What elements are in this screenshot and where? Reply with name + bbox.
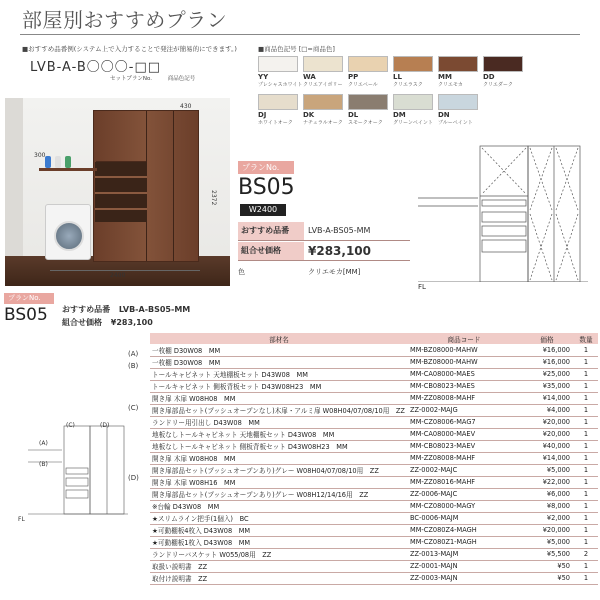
section-elevation <box>28 420 128 516</box>
cabinet-niche <box>95 162 147 222</box>
color-swatch <box>393 56 433 88</box>
swatch-code: DK <box>303 111 315 119</box>
cell-name: トールキャビネット 天地棚板セット D43W08 MM <box>150 368 408 380</box>
cell-price: ¥16,000 <box>520 356 574 368</box>
cell-name: 一枚棚 D30W08 MM <box>150 356 408 368</box>
swatch-name: クリエペール <box>348 82 378 88</box>
parts-table-header <box>150 333 598 344</box>
cell-price: ¥50 <box>520 560 574 572</box>
title-divider <box>20 34 580 35</box>
color-swatch <box>393 94 433 126</box>
cell-qty: 1 <box>574 524 598 536</box>
diagram-label-b: (B) <box>39 461 48 468</box>
swatch-name: クリエラスク <box>393 82 423 88</box>
swatch-chip <box>348 56 388 72</box>
section-item-label: おすすめ品番 <box>62 305 111 314</box>
cell-qty: 1 <box>574 488 598 500</box>
cell-name: トールキャビネット 側板背板セット D43W08H23 MM <box>150 380 408 392</box>
cell-name: 取扱い説明書 ZZ <box>150 560 408 572</box>
section-item-value: LVB-A-BS05-MM <box>118 305 191 314</box>
swatch-name: プレシャスホワイト <box>258 82 303 88</box>
swatch-name: クリエダーク <box>483 82 513 88</box>
parts-table <box>150 333 598 585</box>
cell-code: MM-CZ08000-MAGY <box>408 500 520 512</box>
cell-code: ZZ-0002-MAJG <box>408 404 520 416</box>
set-plan-label: セットプランNo. <box>110 76 152 82</box>
swatch-chip <box>303 94 343 110</box>
table-row <box>150 536 598 548</box>
color-swatch <box>483 56 523 88</box>
cell-qty: 1 <box>574 560 598 572</box>
diagram-label-a: (A) <box>39 440 48 447</box>
header-qty: 数量 <box>574 333 598 344</box>
page-title: 部屋別おすすめプラン <box>22 8 228 32</box>
dim-line-width <box>50 270 200 271</box>
swatch-name: スモークオーク <box>348 120 383 126</box>
table-row <box>150 404 598 416</box>
color-swatch <box>348 94 388 126</box>
cell-price: ¥4,000 <box>520 404 574 416</box>
cell-code: MM-CB08023-MAES <box>408 380 520 392</box>
table-row <box>150 416 598 428</box>
cell-name: 地板なしトールキャビネット 側板背板セット D43W08H23 MM <box>150 440 408 452</box>
cell-qty: 1 <box>574 536 598 548</box>
spec-price-label: 組合せ価格 <box>238 242 304 260</box>
cell-code: MM-CA08000-MAES <box>408 368 520 380</box>
cell-name: ※台輪 D43W08 MM <box>150 500 408 512</box>
cell-code: MM-ZZ08008-MAHF <box>408 452 520 464</box>
swatch-code: PP <box>348 73 359 81</box>
spec-rec-label: おすすめ品番 <box>238 222 304 240</box>
cell-name: 開き扉 木扉 W08H08 MM <box>150 452 408 464</box>
bottle <box>45 156 51 168</box>
section-tab: プランNo. <box>4 293 54 304</box>
swatch-code: DL <box>348 111 359 119</box>
cell-name: 開き扉部品セット(プッシュオープンなし)木扉・アルミ扉 W08H04/07/08/10用 ZZ <box>150 404 408 416</box>
cell-qty: 1 <box>574 440 598 452</box>
table-group-label: (C) <box>128 404 139 412</box>
cell-price: ¥5,500 <box>520 548 574 560</box>
dim-side: 300 <box>34 152 46 159</box>
cell-qty: 1 <box>574 464 598 476</box>
cell-price: ¥8,000 <box>520 500 574 512</box>
cell-name: ランドリー用引出し D43W08 MM <box>150 416 408 428</box>
cell-name: 一枚棚 D30W08 MM <box>150 344 408 356</box>
cell-qty: 1 <box>574 356 598 368</box>
spec-color-value: クリエモカ[MM] <box>308 268 361 276</box>
diagram-label-c: (C) <box>66 422 75 429</box>
header-code: 商品コード <box>408 333 520 344</box>
cell-code: MM-BZ08000-MAHW <box>408 356 520 368</box>
table-row <box>150 560 598 572</box>
table-group-label: (D) <box>128 474 139 482</box>
elevation-drawing <box>418 140 588 282</box>
cell-code: MM-CA08000-MAEV <box>408 428 520 440</box>
cell-qty: 1 <box>574 476 598 488</box>
cell-price: ¥25,000 <box>520 368 574 380</box>
swatch-code: WA <box>303 73 316 81</box>
swatch-chip <box>258 56 298 72</box>
cell-qty: 1 <box>574 416 598 428</box>
dim-width: 2400 <box>110 272 126 279</box>
table-row <box>150 572 598 584</box>
color-swatch <box>303 94 343 126</box>
swatch-code: DJ <box>258 111 267 119</box>
cell-qty: 1 <box>574 428 598 440</box>
cell-name: ★スリムライン把手(1個入) BC <box>150 512 408 524</box>
cell-price: ¥6,000 <box>520 488 574 500</box>
table-row <box>150 344 598 356</box>
swatch-name: ナチュラルオーク <box>303 120 343 126</box>
dim-height: 2372 <box>210 190 217 206</box>
color-code-label: 商品色記号 <box>167 76 196 82</box>
swatch-name: クリエアイボリー <box>303 82 343 88</box>
niche-shelf <box>95 192 147 194</box>
cabinet-divider <box>173 111 174 261</box>
dim-depth: 430 <box>180 103 192 110</box>
cell-price: ¥20,000 <box>520 416 574 428</box>
cell-qty: 1 <box>574 344 598 356</box>
swatch-name: グリーンペイント <box>393 120 433 126</box>
table-group-label: (B) <box>128 362 139 370</box>
room-photo <box>5 98 230 286</box>
washing-machine <box>45 204 91 260</box>
cell-price: ¥35,000 <box>520 380 574 392</box>
bottle <box>55 156 61 168</box>
plan-number: BS05 <box>238 175 295 200</box>
code-sublabels <box>110 74 209 82</box>
washer-door <box>54 221 84 251</box>
cell-name: 地板なしトールキャビネット 天地棚板セット D43W08 MM <box>150 428 408 440</box>
section-price-value: ¥283,100 <box>110 318 153 327</box>
swatch-chip <box>438 56 478 72</box>
swatch-chip <box>483 56 523 72</box>
cell-qty: 1 <box>574 500 598 512</box>
cell-price: ¥5,000 <box>520 464 574 476</box>
swatch-name: ブルーペイント <box>438 120 473 126</box>
cell-qty: 1 <box>574 512 598 524</box>
swatch-name: クリエモカ <box>438 82 463 88</box>
cell-price: ¥5,000 <box>520 536 574 548</box>
cell-qty: 1 <box>574 380 598 392</box>
swatch-name: ホワイトオーク <box>258 120 293 126</box>
floor-label-bottom: FL <box>18 516 25 523</box>
cell-price: ¥14,000 <box>520 452 574 464</box>
swatch-code: YY <box>258 73 269 81</box>
spec-price-row <box>238 242 410 261</box>
cell-code: MM-CZ08006-MAG7 <box>408 416 520 428</box>
color-swatch <box>348 56 388 88</box>
table-row <box>150 452 598 464</box>
swatch-code: LL <box>393 73 402 81</box>
cell-code: MM-BZ08000-MAHW <box>408 344 520 356</box>
cell-code: ZZ-0013-MAJM <box>408 548 520 560</box>
diagram-label-d: (D) <box>100 422 110 429</box>
cell-name: ★可動棚板1枚入 D43W08 MM <box>150 536 408 548</box>
header-name: 部材名 <box>150 333 408 344</box>
cell-code: MM-ZZ08016-MAHF <box>408 476 520 488</box>
swatch-title: ■商品色記号 [□=商品色] <box>258 45 335 53</box>
table-row <box>150 476 598 488</box>
floor-label-top: FL <box>418 283 426 291</box>
cell-name: ★可動棚板4枚入 D43W08 MM <box>150 524 408 536</box>
cell-price: ¥50 <box>520 572 574 584</box>
side-wall <box>5 98 23 256</box>
swatch-chip <box>303 56 343 72</box>
table-row <box>150 428 598 440</box>
spec-price-value: ¥283,100 <box>308 244 372 258</box>
table-group-label: (A) <box>128 350 139 358</box>
color-swatch <box>303 56 343 88</box>
table-row <box>150 548 598 560</box>
swatch-code: DM <box>393 111 406 119</box>
cell-price: ¥20,000 <box>520 428 574 440</box>
table-row <box>150 392 598 404</box>
cell-code: MM-ZZ08008-MAHF <box>408 392 520 404</box>
table-row <box>150 380 598 392</box>
cell-code: ZZ-0003-MAJN <box>408 572 520 584</box>
cell-qty: 1 <box>574 392 598 404</box>
color-swatch <box>438 94 478 126</box>
swatch-code: DD <box>483 73 495 81</box>
niche-shelf <box>95 208 147 210</box>
table-row <box>150 524 598 536</box>
table-row <box>150 440 598 452</box>
cell-price: ¥2,000 <box>520 512 574 524</box>
cell-price: ¥40,000 <box>520 440 574 452</box>
wall-shelf <box>39 168 97 171</box>
cell-code: BC-0006-MAJM <box>408 512 520 524</box>
section-price-line <box>62 317 153 328</box>
cell-code: MM-CZ080Z4-MAGH <box>408 524 520 536</box>
cell-qty: 1 <box>574 572 598 584</box>
niche-shelf <box>95 176 147 178</box>
cell-name: 開き扉部品セット(プッシュオープンあり)グレー W08H12/14/16用 ZZ <box>150 488 408 500</box>
cell-price: ¥22,000 <box>520 476 574 488</box>
section-plan-number: BS05 <box>4 305 48 325</box>
plan-width-badge: W2400 <box>240 204 286 216</box>
cell-qty: 1 <box>574 404 598 416</box>
cell-name: 開き扉 木扉 W08H08 MM <box>150 392 408 404</box>
cell-code: MM-CB08023-MAEV <box>408 440 520 452</box>
swatch-chip <box>393 94 433 110</box>
spec-rec-row <box>238 222 410 241</box>
cell-code: MM-CZ080Z1-MAGH <box>408 536 520 548</box>
cell-price: ¥16,000 <box>520 344 574 356</box>
table-row <box>150 356 598 368</box>
bottle <box>65 156 71 168</box>
spec-color-label: 色 <box>238 268 245 276</box>
plan-tab: プランNo. <box>238 161 294 174</box>
cell-qty: 1 <box>574 452 598 464</box>
swatch-chip <box>438 94 478 110</box>
section-price-label: 組合せ価格 <box>62 318 102 327</box>
cell-qty: 1 <box>574 368 598 380</box>
section-item-line <box>62 304 190 315</box>
table-row <box>150 464 598 476</box>
header-price: 価格 <box>520 333 574 344</box>
code-example-label: ■おすすめ品番例(システム上で入力することで発注が簡易的にできます。) <box>22 45 237 53</box>
cell-name: 開き扉 木扉 W08H16 MM <box>150 476 408 488</box>
cell-price: ¥20,000 <box>520 524 574 536</box>
color-swatch <box>258 56 303 88</box>
swatch-chip <box>393 56 433 72</box>
table-row <box>150 512 598 524</box>
swatch-chip <box>258 94 298 110</box>
table-row <box>150 368 598 380</box>
color-swatch <box>258 94 298 126</box>
color-swatch <box>438 56 478 88</box>
cell-name: ランドリーバスケット W055/08用 ZZ <box>150 548 408 560</box>
swatch-code: DN <box>438 111 450 119</box>
cell-name: 開き扉部品セット(プッシュオープンあり)グレー W08H04/07/08/10用 ZZ <box>150 464 408 476</box>
cell-qty: 2 <box>574 548 598 560</box>
cell-code: ZZ-0002-MAJC <box>408 464 520 476</box>
cell-price: ¥14,000 <box>520 392 574 404</box>
cell-code: ZZ-0006-MAJC <box>408 488 520 500</box>
swatch-code: MM <box>438 73 452 81</box>
spec-color-row <box>238 267 410 277</box>
table-row <box>150 500 598 512</box>
table-row <box>150 488 598 500</box>
code-format: LVB-A-B〇〇〇-□□ <box>30 60 162 75</box>
cell-name: 取付け説明書 ZZ <box>150 572 408 584</box>
swatch-chip <box>348 94 388 110</box>
spec-rec-value: LVB-A-BS05-MM <box>308 226 371 235</box>
cell-code: ZZ-0001-MAJN <box>408 560 520 572</box>
